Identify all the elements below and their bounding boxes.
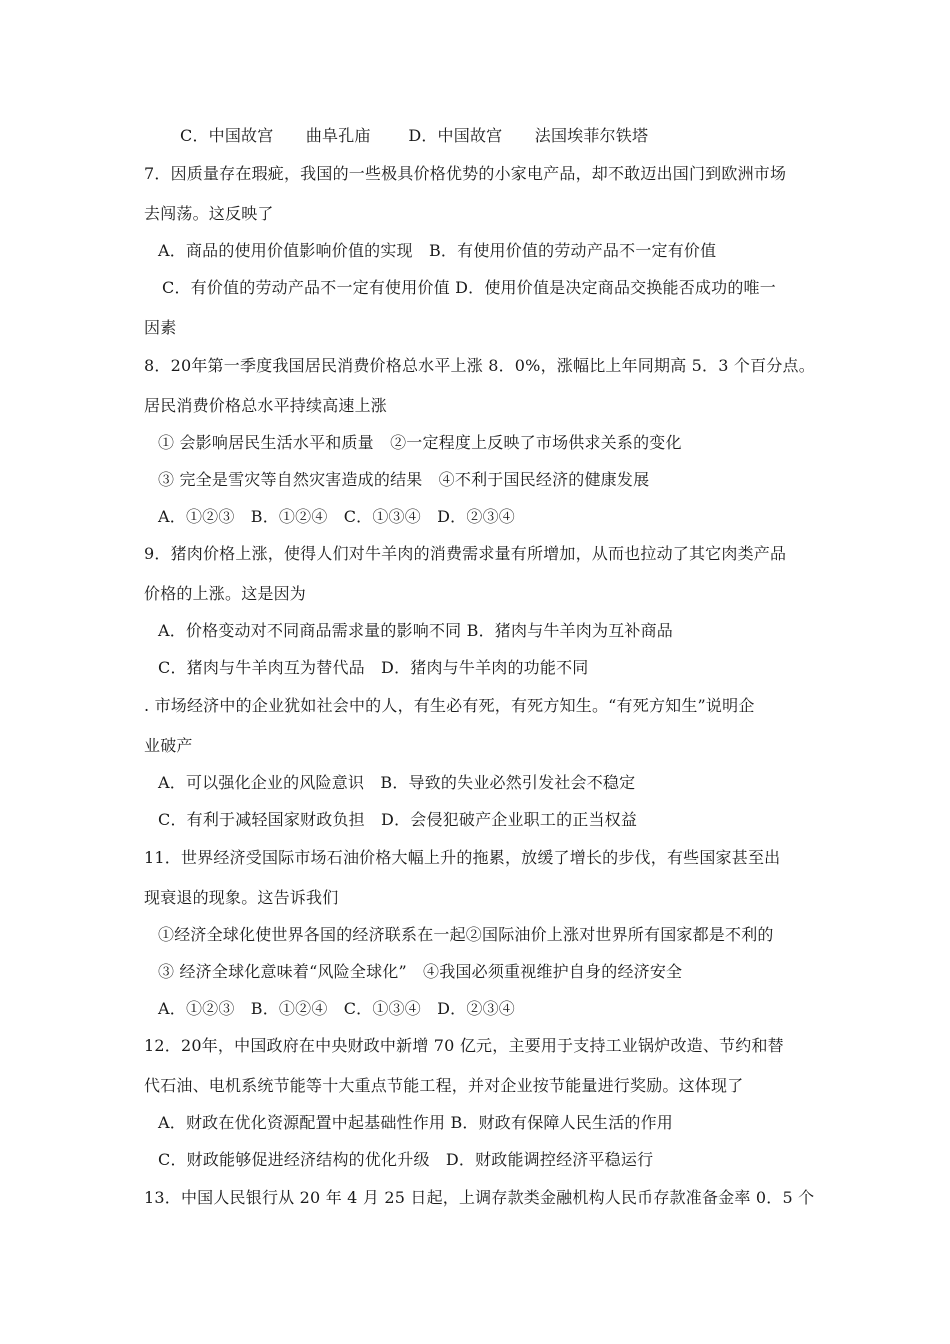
q12-stem-line2: 代石油、电机系统节能等十大重点节能工程，并对企业按节能量进行奖励。这体现了 [144, 1076, 744, 1095]
q9-stem-line2: 价格的上涨。这是因为 [144, 584, 307, 603]
q11-statements-12: ①经济全球化使世界各国的经济联系在一起②国际油价上涨对世界所有国家都是不利的 [158, 925, 774, 944]
q10-options-ab: A．可以强化企业的风险意识 B．导致的失业必然引发社会不稳定 [158, 773, 636, 792]
q9-options-ab: A．价格变动对不同商品需求量的影响不同 B．猪肉与牛羊肉为互补商品 [158, 621, 673, 640]
q12-stem-line1: 12．20年，中国政府在中央财政中新增 70 亿元，主要用于支持工业锅炉改造、节约和替 [144, 1036, 784, 1055]
q10-options-cd: C．有利于减轻国家财政负担 D．会侵犯破产企业职工的正当权益 [158, 810, 638, 829]
q7-stem-line2: 去闯荡。这反映了 [144, 204, 274, 223]
q12-options-cd: C．财政能够促进经济结构的优化升级 D．财政能调控经济平稳运行 [158, 1150, 654, 1169]
q11-stem-line2: 现衰退的现象。这告诉我们 [144, 888, 339, 907]
q8-statements-34: ③ 完全是雪灾等自然灾害造成的结果 ④不利于国民经济的健康发展 [158, 470, 650, 489]
q12-options-ab: A．财政在优化资源配置中起基础性作用 B．财政有保障人民生活的作用 [158, 1113, 673, 1132]
q8-options: A．①②③ B．①②④ C．①③④ D．②③④ [158, 507, 515, 526]
q8-stem-line2: 居民消费价格总水平持续高速上涨 [144, 396, 388, 415]
q11-options: A．①②③ B．①②④ C．①③④ D．②③④ [158, 999, 515, 1018]
q7-options-cd-cont: 因素 [144, 318, 177, 337]
q11-statements-34: ③ 经济全球化意味着“风险全球化” ④我国必须重视维护自身的经济安全 [158, 962, 683, 981]
q11-stem-line1: 11．世界经济受国际市场石油价格大幅上升的拖累，放缓了增长的步伐，有些国家甚至出 [144, 848, 781, 867]
q9-options-cd: C．猪肉与牛羊肉互为替代品 D．猪肉与牛羊肉的功能不同 [158, 658, 589, 677]
q6-options-cd: C．中国故宫 曲阜孔庙 D．中国故宫 法国埃菲尔铁塔 [180, 126, 649, 145]
q13-stem-line1: 13．中国人民银行从 20 年 4 月 25 日起，上调存款类金融机构人民币存款准备金率 0．5 个 [144, 1188, 815, 1207]
q10-stem-line1: . 市场经济中的企业犹如社会中的人，有生必有死，有死方知生。“有死方知生”说明企 [144, 696, 755, 715]
q9-stem-line1: 9．猪肉价格上涨，使得人们对牛羊肉的消费需求量有所增加，从而也拉动了其它肉类产品 [144, 544, 787, 563]
q10-stem-line2: 业破产 [144, 736, 193, 755]
q7-options-cd: C．有价值的劳动产品不一定有使用价值 D．使用价值是决定商品交换能否成功的唯一 [162, 278, 776, 297]
q8-statements-12: ① 会影响居民生活水平和质量 ②一定程度上反映了市场供求关系的变化 [158, 433, 682, 452]
q7-options-ab: A．商品的使用价值影响价值的实现 B．有使用价值的劳动产品不一定有价值 [158, 241, 717, 260]
q7-stem-line1: 7．因质量存在瑕疵，我国的一些极具价格优势的小家电产品，却不敢迈出国门到欧洲市场 [144, 164, 787, 183]
q8-stem-line1: 8．20年第一季度我国居民消费价格总水平上涨 8．0%，涨幅比上年同期高 5．3 个百分点。 [144, 356, 815, 375]
